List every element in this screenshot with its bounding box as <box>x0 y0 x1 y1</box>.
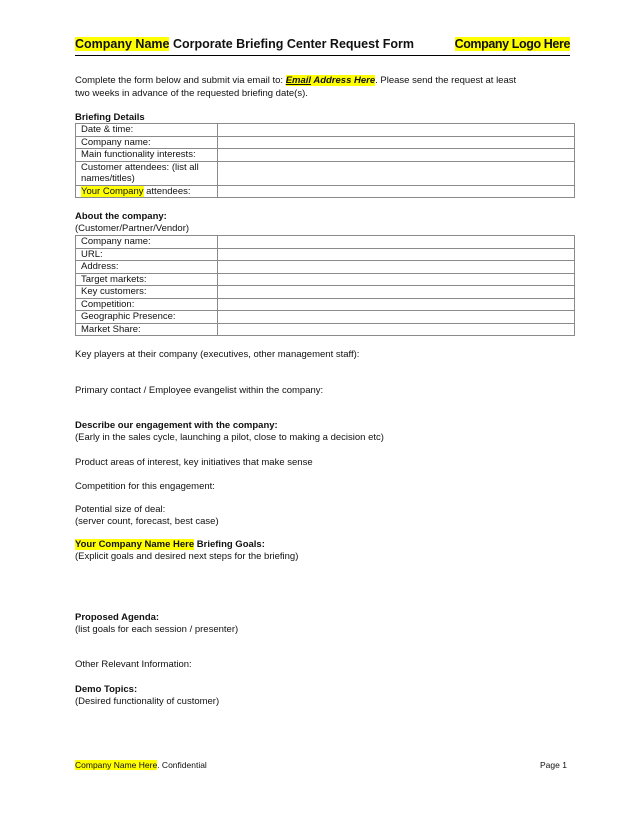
deal-size-prompt: Potential size of deal: <box>75 504 166 515</box>
field-label: URL: <box>76 248 218 261</box>
about-company-table <box>75 235 575 336</box>
primary-contact-prompt: Primary contact / Employee evangelist within the company: <box>75 385 324 396</box>
product-areas-prompt: Product areas of interest, key initiatives that make sense <box>75 457 313 468</box>
field-label: Company name: <box>76 136 218 149</box>
url-input[interactable] <box>218 248 575 261</box>
key-customers-input[interactable] <box>218 286 575 299</box>
target-markets-input[interactable] <box>218 273 575 286</box>
company-name-highlight: Your Company Name Here <box>75 539 195 550</box>
table-row <box>76 161 575 185</box>
competition-prompt: Competition for this engagement: <box>75 481 215 492</box>
table-row <box>76 298 575 311</box>
footer-company <box>75 760 207 770</box>
field-label: Main functionality interests: <box>76 149 218 162</box>
table-row <box>76 236 575 249</box>
field-label: Key customers: <box>76 286 218 299</box>
key-players-prompt: Key players at their company (executives, other management staff): <box>75 349 360 360</box>
demo-topics-heading: Demo Topics: <box>75 684 138 695</box>
demo-topics-subheading: (Desired functionality of customer) <box>75 696 220 707</box>
company-logo-placeholder: Company Logo Here <box>454 37 570 51</box>
email-word: Email <box>285 75 312 86</box>
date-time-input[interactable] <box>218 124 575 137</box>
company-name-input[interactable] <box>218 136 575 149</box>
briefing-goals-subheading: (Explicit goals and desired next steps for the briefing) <box>75 551 299 562</box>
intro-line-1 <box>75 75 516 87</box>
table-row <box>76 261 575 274</box>
intro-text: Complete the form below and submit via email to: <box>75 75 286 86</box>
engagement-heading: Describe our engagement with the company: <box>75 420 278 431</box>
briefing-details-heading: Briefing Details <box>75 112 145 123</box>
competition-input[interactable] <box>218 298 575 311</box>
field-label: Market Share: <box>76 323 218 336</box>
functionality-interests-input[interactable] <box>218 149 575 162</box>
table-row <box>76 124 575 137</box>
field-label: Geographic Presence: <box>76 311 218 324</box>
customer-attendees-label-line1: Customer attendees: (list all <box>81 161 199 173</box>
about-company-name-input[interactable] <box>218 236 575 249</box>
about-company-subheading: (Customer/Partner/Vendor) <box>75 223 190 234</box>
deal-size-subheading: (server count, forecast, best case) <box>75 516 219 527</box>
field-label <box>76 161 218 185</box>
form-title-text: Corporate Briefing Center Request Form <box>169 37 414 51</box>
email-rest: Address Here <box>311 75 376 86</box>
engagement-subheading: (Early in the sales cycle, launching a pilot, close to making a decision etc) <box>75 432 384 443</box>
table-row <box>76 248 575 261</box>
page-number: Page 1 <box>540 760 567 770</box>
intro-text-after: . Please send the request at least <box>375 75 517 86</box>
about-company-heading: About the company: <box>75 211 167 222</box>
table-row <box>76 273 575 286</box>
table-row <box>76 311 575 324</box>
address-input[interactable] <box>218 261 575 274</box>
field-label: Address: <box>76 261 218 274</box>
footer-confidential: . Confidential <box>157 760 207 770</box>
table-row <box>76 149 575 162</box>
other-info-prompt: Other Relevant Information: <box>75 659 192 670</box>
field-label <box>76 185 218 198</box>
intro-line-2: two weeks in advance of the requested briefing date(s). <box>75 88 308 99</box>
proposed-agenda-heading: Proposed Agenda: <box>75 612 160 623</box>
market-share-input[interactable] <box>218 323 575 336</box>
customer-attendees-input[interactable] <box>218 161 575 185</box>
briefing-goals-label: Briefing Goals: <box>194 539 265 550</box>
company-attendees-input[interactable] <box>218 185 575 198</box>
form-title <box>75 37 414 51</box>
field-label: Competition: <box>76 298 218 311</box>
table-row <box>76 185 575 198</box>
attendees-label: attendees: <box>143 185 191 197</box>
page-header <box>75 35 570 56</box>
table-row <box>76 136 575 149</box>
company-name-highlight: Company Name Here <box>75 760 158 770</box>
briefing-details-table <box>75 123 575 198</box>
table-row <box>76 323 575 336</box>
customer-attendees-label-line2: names/titles) <box>81 173 135 184</box>
your-company-highlight: Your Company <box>81 185 144 197</box>
field-label: Date & time: <box>76 124 218 137</box>
field-label: Company name: <box>76 236 218 249</box>
briefing-goals-heading <box>75 539 265 551</box>
geographic-presence-input[interactable] <box>218 311 575 324</box>
email-placeholder[interactable] <box>286 75 375 86</box>
company-name-highlight: Company Name <box>75 37 170 51</box>
proposed-agenda-subheading: (list goals for each session / presenter) <box>75 624 239 635</box>
table-row <box>76 286 575 299</box>
field-label: Target markets: <box>76 273 218 286</box>
